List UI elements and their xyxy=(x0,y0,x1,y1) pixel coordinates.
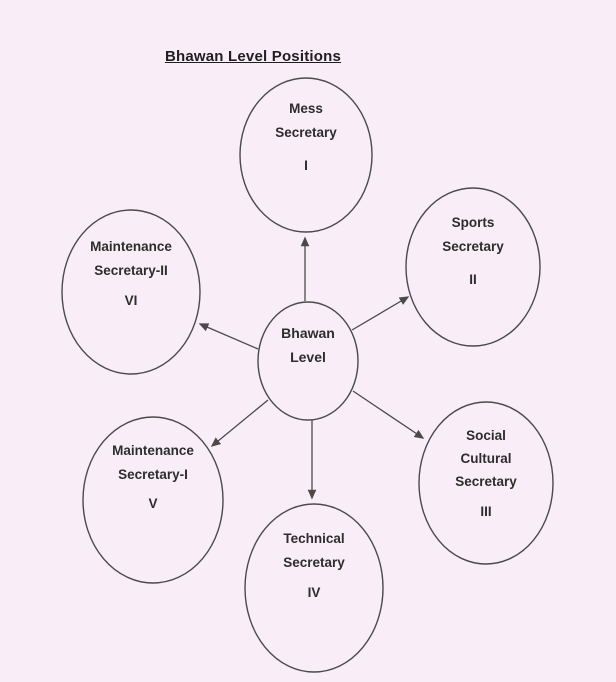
maintenance1-numeral: V xyxy=(148,496,158,511)
social-line2: Cultural xyxy=(460,451,512,466)
bhawan-level-label xyxy=(258,321,358,369)
arrow-center-to-sports xyxy=(352,297,408,330)
sports-line1: Sports xyxy=(451,215,495,230)
maintenance2-numeral: VI xyxy=(124,293,138,308)
mess-secretary-label xyxy=(240,97,372,178)
maintenance1-line1: Maintenance xyxy=(112,443,194,458)
social-numeral: III xyxy=(480,504,492,519)
mess-numeral: I xyxy=(304,158,308,173)
maintenance2-line1: Maintenance xyxy=(90,239,172,254)
center-line1: Bhawan xyxy=(281,325,335,341)
arrow-center-to-social xyxy=(353,391,423,438)
maintenance2-line2: Secretary-II xyxy=(94,263,168,278)
center-line2: Level xyxy=(290,349,326,365)
social-line1: Social xyxy=(466,428,506,443)
technical-numeral: IV xyxy=(307,585,321,600)
arrow-center-to-maintenance2 xyxy=(200,324,258,349)
sports-numeral: II xyxy=(469,272,477,287)
mess-line2: Secretary xyxy=(275,125,337,140)
sports-line2: Secretary xyxy=(442,239,504,254)
maintenance1-line2: Secretary-I xyxy=(118,467,188,482)
social-cultural-secretary-label xyxy=(419,424,553,523)
diagram-title: Bhawan Level Positions xyxy=(164,48,342,65)
social-line3: Secretary xyxy=(455,474,517,489)
sports-secretary-label xyxy=(406,211,540,292)
maintenance-secretary-1-label xyxy=(83,439,223,516)
technical-line1: Technical xyxy=(283,531,345,546)
maintenance-secretary-2-label xyxy=(62,235,200,313)
technical-secretary-label xyxy=(245,527,383,605)
mess-line1: Mess xyxy=(289,101,323,116)
technical-line2: Secretary xyxy=(283,555,345,570)
